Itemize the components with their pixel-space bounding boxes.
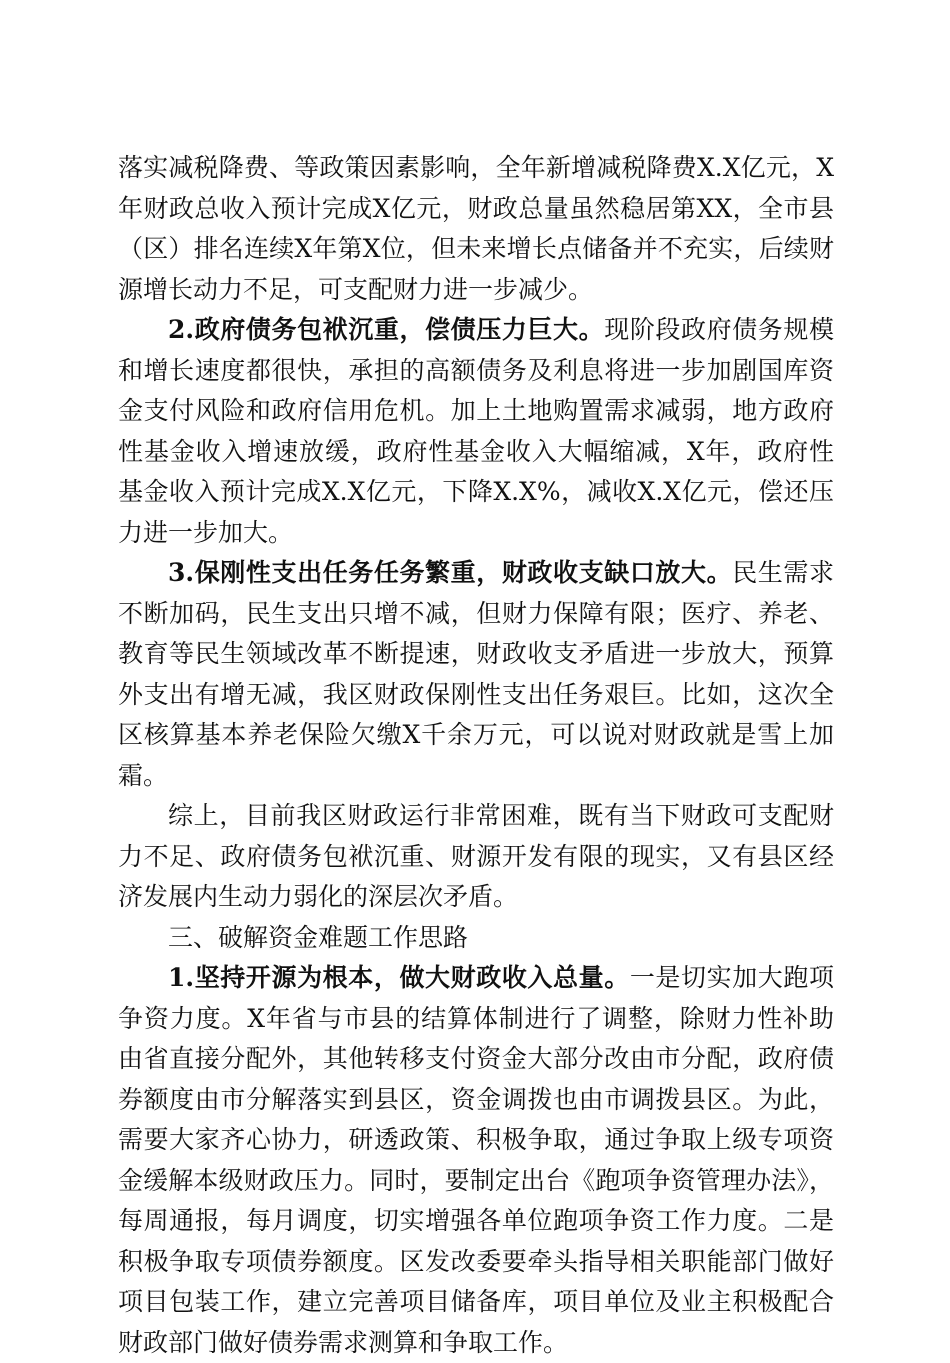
paragraph-text: 现阶段政府债务规模和增长速度都很快，承担的高额债务及利息将进一步加剧国库资金支付风险和政府信用危机。加上土地购置需求减弱，地方政府性基金收入增速放缓，政府性基金收入大幅缩减，X年，政府性基金收入预计完成X.X亿元，下降X.X%，减收X.X亿元，偿还压力进一步加大。: [118, 315, 834, 547]
paragraph-heading: 3.保刚性支出任务任务繁重，财政收支缺口放大。: [168, 558, 733, 587]
paragraph-text: 一是切实加大跑项争资力度。X年省与市县的结算体制进行了调整，除财力性补助由省直接分配外，其他转移支付资金大部分改由市分配，政府债券额度由市分解落实到县区，资金调拨也由市调拨县区。为此，需要大家齐心协力，研透政策、积极争取，通过争取上级专项资金缓解本级财政压力。同时，要制定出台《跑项争资管理办法》，每周通报，每月调度，切实增强各单位跑项争资工作力度。二是积极争取专项债券额度。区发改委要牵头指导相关职能部门做好项目包装工作，建立完善项目储备库，项目单位及业主积极配合财政部门做好债券需求测算和争取工作。: [118, 963, 834, 1357]
paragraph-heading: 1.坚持开源为根本，做大财政收入总量。: [168, 963, 630, 992]
paragraph-text: 综上，目前我区财政运行非常困难，既有当下财政可支配财力不足、政府债务包袱沉重、财源开发有限的现实，又有县区经济发展内生动力弱化的深层次矛盾。: [118, 801, 834, 911]
paragraph-text: 民生需求不断加码，民生支出只增不减，但财力保障有限；医疗、养老、教育等民生领域改革不断提速，财政收支矛盾进一步放大，预算外支出有增无减，我区财政保刚性支出任务艰巨。比如，这次全区核算基本养老保险欠缴X千余万元，可以说对财政就是雪上加霜。: [118, 558, 834, 790]
paragraph-debt-burden: [118, 310, 834, 553]
paragraph-rigid-expenditure: [118, 553, 834, 796]
paragraph-summary: [118, 796, 834, 918]
section-heading-3: [118, 918, 834, 959]
paragraph-heading: 2.政府债务包袱沉重，偿债压力巨大。: [168, 315, 605, 344]
section-heading-text: 三、破解资金难题工作思路: [168, 922, 469, 952]
document-body: [118, 148, 834, 1363]
paragraph-text: 落实减税降费、等政策因素影响，全年新增减税降费X.X亿元，X年财政总收入预计完成X亿元，财政总量虽然稳居第XX，全市县（区）排名连续X年第X位，但未来增长点储备并不充实，后续财源增长动力不足，可支配财力进一步减少。: [118, 153, 834, 304]
paragraph-revenue-continued: [118, 148, 834, 310]
paragraph-open-source: [118, 958, 834, 1363]
